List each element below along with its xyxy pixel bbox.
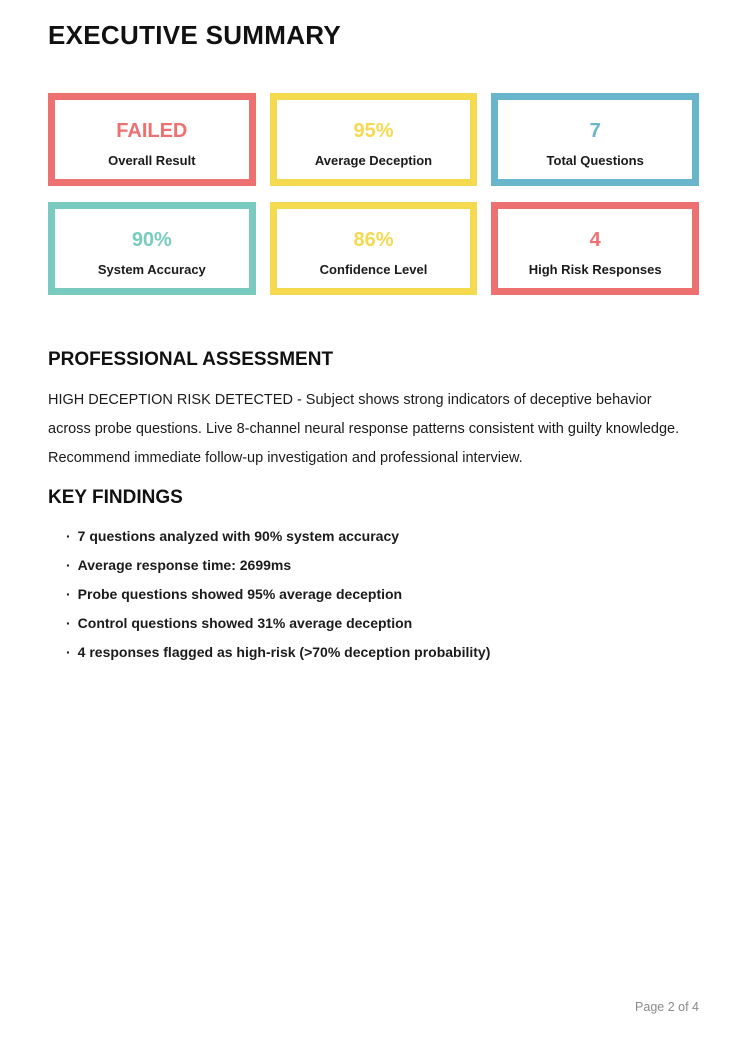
finding-text: 7 questions analyzed with 90% system accuracy xyxy=(77,528,400,544)
finding-item xyxy=(66,557,699,573)
stat-card-total-questions xyxy=(491,93,699,186)
stat-card-system-accuracy xyxy=(48,202,256,295)
stat-label: Confidence Level xyxy=(319,262,428,277)
stat-label: System Accuracy xyxy=(97,262,206,277)
finding-text: Average response time: 2699ms xyxy=(77,557,292,573)
stat-label: Total Questions xyxy=(546,153,644,168)
bullet-dot: · xyxy=(66,644,71,660)
bullet-dot: · xyxy=(66,528,71,544)
key-findings-section xyxy=(48,487,699,660)
finding-text: 4 responses flagged as high-risk (>70% deception probability) xyxy=(77,644,491,660)
stat-card-average-deception xyxy=(270,93,478,186)
stat-value: 90% xyxy=(131,229,172,251)
assessment-body-text: HIGH DECEPTION RISK DETECTED - Subject shows strong indicators of deceptive behavior across probe questions. Live 8-channel neural response patterns consistent with guilty knowledge. Recommend immediate follow-up investigation and professional interview. xyxy=(48,392,680,466)
finding-item xyxy=(66,528,699,544)
findings-list xyxy=(48,528,699,660)
professional-assessment-section xyxy=(48,349,699,473)
finding-item xyxy=(66,586,699,602)
finding-text: Probe questions showed 95% average deception xyxy=(77,586,403,602)
assessment-heading: PROFESSIONAL ASSESSMENT xyxy=(48,349,334,370)
page-title: EXECUTIVE SUMMARY xyxy=(48,20,342,50)
findings-heading: KEY FINDINGS xyxy=(48,487,183,508)
stat-card-high-risk-responses xyxy=(491,202,699,295)
finding-item xyxy=(66,615,699,631)
stat-label: Overall Result xyxy=(108,153,196,168)
stat-value: FAILED xyxy=(116,120,188,142)
stat-value: 95% xyxy=(353,120,394,142)
bullet-dot: · xyxy=(66,557,71,573)
stat-card-overall-result xyxy=(48,93,256,186)
summary-stats-grid xyxy=(48,93,699,295)
finding-item xyxy=(66,644,699,660)
stat-card-confidence-level xyxy=(270,202,478,295)
stat-value: 4 xyxy=(589,229,601,251)
finding-text: Control questions showed 31% average deception xyxy=(77,615,413,631)
stat-label: Average Deception xyxy=(314,153,433,168)
page-number: Page 2 of 4 xyxy=(635,1000,699,1014)
bullet-dot: · xyxy=(66,615,71,631)
stat-value: 7 xyxy=(589,120,601,142)
stat-value: 86% xyxy=(353,229,394,251)
bullet-dot: · xyxy=(66,586,71,602)
stat-label: High Risk Responses xyxy=(528,262,662,277)
